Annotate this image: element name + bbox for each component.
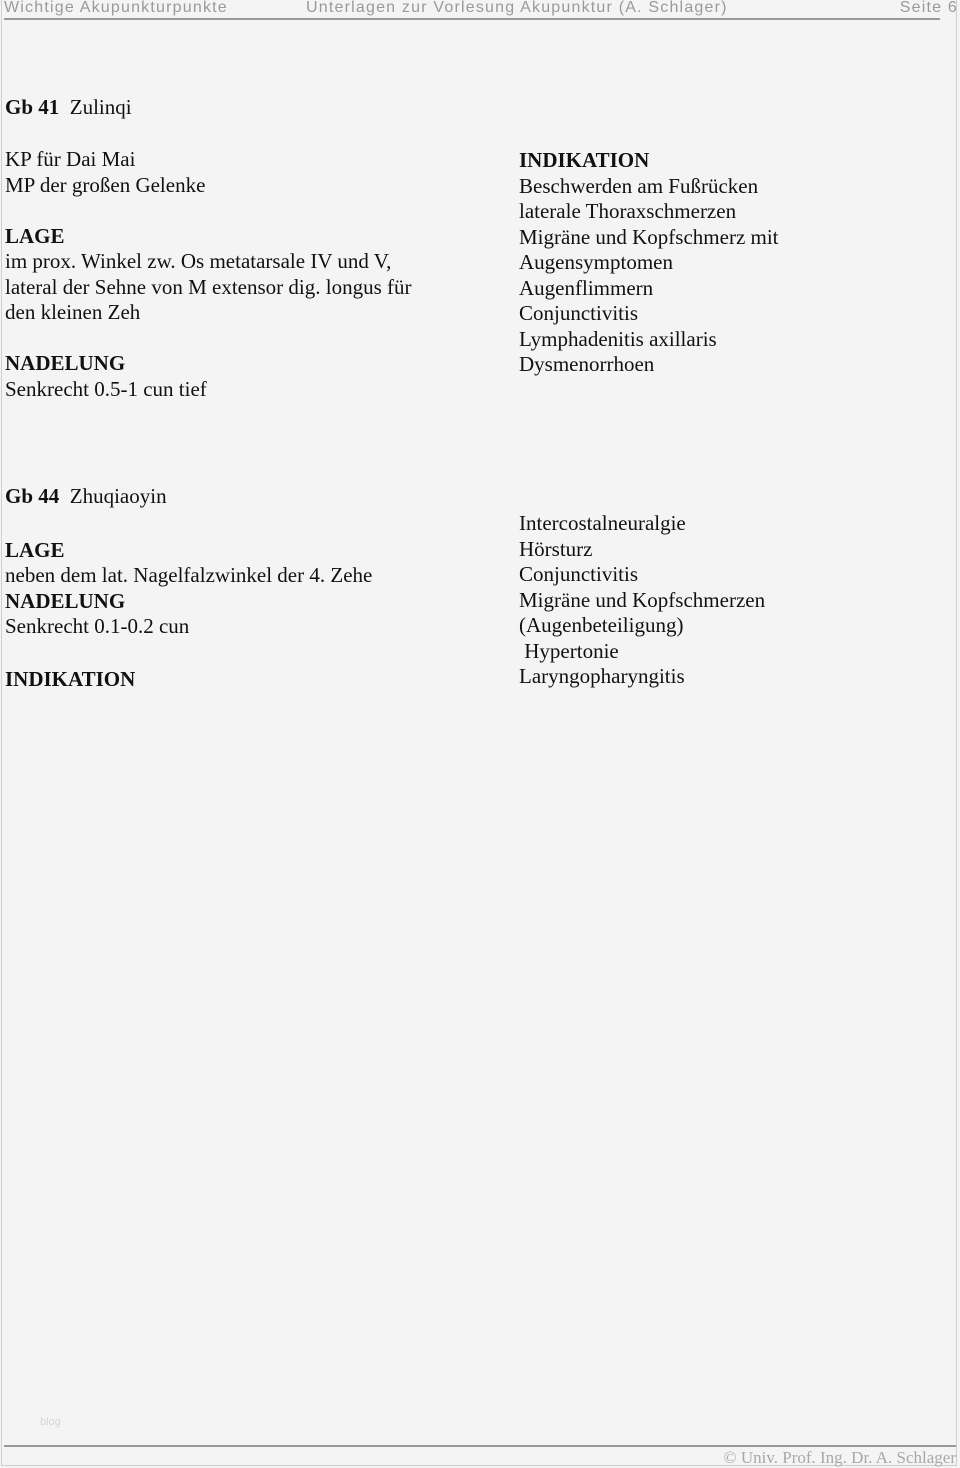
header-title: Wichtige Akupunkturpunkte (4, 0, 228, 16)
indikation-item: Conjunctivitis (519, 562, 639, 586)
header-rule (4, 18, 940, 20)
point-note: KP für Dai Mai (5, 147, 136, 171)
indikation-item: Lymphadenitis axillaris (519, 326, 717, 351)
point-gb41-left (5, 95, 412, 402)
indikation-item: Migräne und Kopfschmerzen (519, 587, 766, 612)
running-header (4, 0, 958, 18)
lage-text: lateral der Sehne von M extensor dig. longus für (5, 274, 412, 299)
point-name: Zhuqiaoyin (69, 484, 167, 508)
indikation-heading: INDIKATION (519, 148, 650, 172)
indikation-item: Hypertonie (519, 638, 619, 663)
indikation-item: Migräne und Kopfschmerz mit (519, 224, 779, 249)
point-code: Gb 44 (5, 484, 60, 508)
nadelung-text: Senkrecht 0.5-1 cun tief (5, 376, 207, 401)
point-gb44-indikation (519, 511, 765, 690)
indikation-item: Augensymptomen (519, 250, 673, 274)
point-gb44-left (5, 484, 372, 692)
indikation-item: Augenflimmern (519, 275, 654, 300)
nadelung-heading: NADELUNG (5, 588, 126, 613)
indikation-item: laterale Thoraxschmerzen (519, 199, 737, 223)
point-gb41-indikation (519, 148, 779, 378)
lage-text: neben dem lat. Nagelfalzwinkel der 4. Zehe (5, 563, 373, 587)
point-note: MP der großen Gelenke (5, 172, 206, 197)
point-name: Zulinqi (69, 95, 132, 119)
lage-heading: LAGE (5, 537, 65, 562)
header-subtitle: Unterlagen zur Vorlesung Akupunktur (A. Schlager) (306, 0, 728, 16)
point-title (5, 484, 372, 510)
header-page-number: Seite 6 (899, 0, 958, 16)
point-title (5, 95, 412, 121)
indikation-item: Hörsturz (519, 536, 593, 561)
nadelung-heading: NADELUNG (5, 351, 126, 375)
lage-text: im prox. Winkel zw. Os metatarsale IV und V, (5, 249, 392, 273)
indikation-item: Conjunctivitis (519, 301, 639, 325)
footer-copyright: © Univ. Prof. Ing. Dr. A. Schlager (723, 1448, 956, 1467)
lage-heading: LAGE (5, 223, 65, 248)
watermark: blog (40, 1416, 61, 1428)
lage-text: den kleinen Zeh (5, 300, 141, 324)
nadelung-text: Senkrecht 0.1-0.2 cun (5, 614, 190, 638)
footer-rule (4, 1445, 956, 1447)
point-code: Gb 41 (5, 95, 60, 119)
indikation-item: Dysmenorrhoen (519, 352, 655, 376)
indikation-item: Laryngopharyngitis (519, 664, 685, 688)
indikation-item: Beschwerden am Fußrücken (519, 173, 759, 198)
indikation-item: (Augenbeteiligung) (519, 613, 684, 637)
indikation-heading: INDIKATION (5, 666, 136, 691)
indikation-item: Intercostalneuralgie (519, 511, 686, 535)
